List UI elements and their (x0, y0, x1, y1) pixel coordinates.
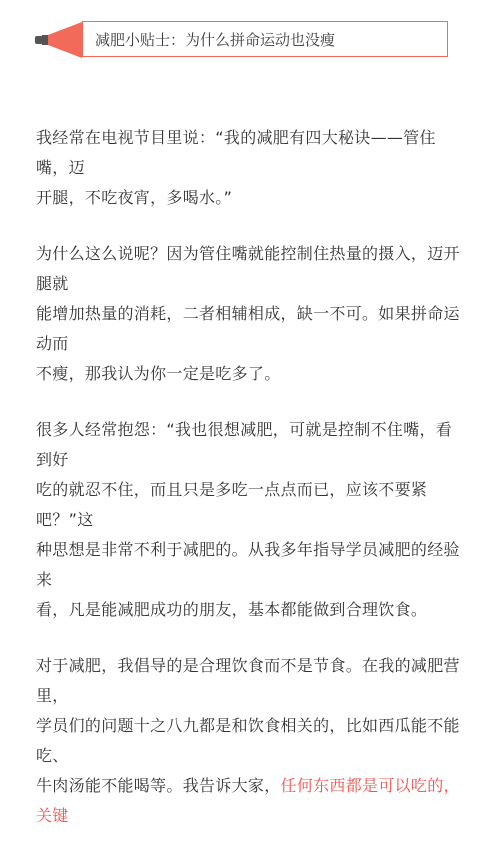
paragraph-line: 能增加热量的消耗，二者相辅相成，缺一不可。如果拼命运动而 (36, 304, 460, 353)
paragraph-line: 种思想是非常不利于减肥的。从我多年指导学员减肥的经验来 (36, 540, 460, 589)
tip-box (82, 21, 448, 57)
paragraph-line: 开腿，不吃夜宵，多喝水。” (36, 188, 233, 207)
megaphone-icon (34, 21, 84, 59)
paragraph-2 (36, 239, 466, 389)
tip-title: 减肥小贴士：为什么拼命运动也没瘦 (95, 31, 336, 49)
paragraph-3 (36, 415, 466, 625)
paragraph-line: 对于减肥，我倡导的是合理饮食而不是节食。在我的减肥营里， (36, 656, 460, 705)
paragraph-4 (36, 651, 466, 831)
paragraph-line: 很多人经常抱怨：“我也很想减肥，可就是控制不住嘴，看到好 (36, 420, 453, 469)
highlighted-text: 任何东西都是可以吃的，关键 (36, 776, 460, 825)
paragraph-line: 为什么这么说呢？因为管住嘴就能控制住热量的摄入，迈开腿就 (36, 244, 460, 293)
paragraph-line: 牛肉汤能不能喝等。我告诉大家， (36, 776, 281, 795)
paragraph-line: 学员们的问题十之八九都是和饮食相关的，比如西瓜能不能吃、 (36, 716, 460, 765)
tip-banner (34, 21, 450, 59)
paragraph-line: 吃的就忍不住，而且只是多吃一点点而已，应该不要紧吧？”这 (36, 480, 428, 529)
paragraph-line: 不瘦，那我认为你一定是吃多了。 (36, 364, 281, 383)
article-body (36, 123, 466, 857)
paragraph-line: 看，凡是能减肥成功的朋友，基本都能做到合理饮食。 (36, 600, 428, 619)
paragraph-line: 我经常在电视节目里说：“我的减肥有四大秘诀——管住嘴，迈 (36, 128, 436, 177)
paragraph-1 (36, 123, 466, 213)
